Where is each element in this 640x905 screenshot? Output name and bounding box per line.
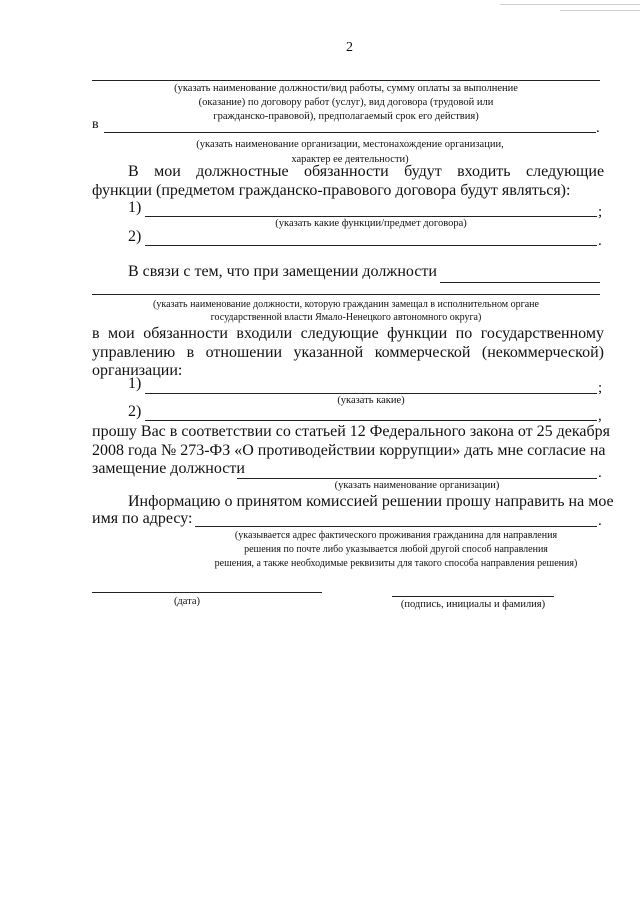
item2-label: 2): [128, 228, 142, 245]
caption-address: (указывается адрес фактического проживания гражданина для направления решения по почте либо указывается любой другой способ направления решения, а также необходимые реквизиты для такого способа направления решения): [214, 530, 578, 569]
period-mark: .: [598, 513, 602, 529]
caption-functions: (указать какие функции/предмет договора): [275, 218, 467, 229]
para1-line1: В мои должностные обязанности будут входить следующие: [128, 163, 605, 180]
item2-blank-line: [145, 420, 597, 421]
para5-line2: имя по адресу:: [92, 510, 193, 527]
caption-which: (указать какие): [337, 395, 405, 406]
organization-blank-line: [104, 132, 596, 133]
caption-signature: (подпись, инициалы и фамилия): [400, 599, 546, 610]
date-blank-line: [92, 592, 322, 593]
period-mark: .: [596, 120, 600, 136]
para1-line2: функции (предметом гражданско-правового договора будут являться):: [92, 182, 571, 199]
para3-line1: в мои обязанности входили следующие функции по государственному: [92, 325, 604, 342]
caption-position: (указать наименование должности/вид работы, сумму оплаты за выполнение (оказание) по договору работ (услуг), вид договора (трудовой или гражданско-правовой), предполагаемый срок его действия): [174, 83, 518, 122]
para3-line3: организации:: [92, 362, 183, 379]
address-blank-line: [195, 526, 597, 527]
scan-edge-line: [500, 4, 640, 5]
organization-name-blank-line: [237, 478, 597, 479]
prep-v: в: [92, 117, 99, 132]
item2-label: 2): [128, 403, 142, 420]
semicolon-mark: ;: [598, 380, 603, 396]
position-blank-line: [92, 80, 600, 81]
para5-line1: Информацию о принятом комиссией решении прошу направить на мое: [128, 493, 614, 510]
para4-line3: замещение должности: [92, 460, 245, 477]
para4-line2: 2008 года № 273-ФЗ «О противодействии коррупции» дать мне согласие на: [92, 442, 606, 459]
caption-replaced-position: (указать наименование должности, которую гражданин замещал в исполнительном органе государственной власти Ямало-Ненецкого автономного округа): [153, 299, 539, 323]
para4-line1: прошу Вас в соответствии со статьей 12 Федерального закона от 25 декабря: [92, 423, 611, 440]
page-number: 2: [346, 40, 353, 55]
item1-blank-line: [145, 216, 597, 217]
period-mark: .: [598, 465, 602, 481]
period-mark: .: [598, 233, 602, 249]
para3-line2: управлению в отношении указанной коммерческой (некоммерческой): [92, 344, 605, 361]
comma-mark: ,: [598, 408, 602, 424]
scan-edge-line: [560, 10, 640, 11]
caption-org-name: (указать наименование организации): [334, 480, 500, 491]
item1-blank-line: [145, 393, 597, 394]
item1-label: 1): [128, 375, 142, 392]
position-replaced-blank-line-2: [92, 294, 600, 295]
semicolon-mark: ;: [598, 204, 603, 220]
position-replaced-blank-line: [440, 282, 600, 283]
item2-blank-line: [145, 245, 597, 246]
caption-organization: (указать наименование организации, местонахождение организации, характер ее деятельности): [196, 139, 504, 165]
caption-date: (дата): [173, 596, 201, 607]
item1-label: 1): [128, 199, 142, 216]
signature-blank-line: [392, 596, 554, 597]
para2-line1: В связи с тем, что при замещении должности: [128, 263, 437, 280]
